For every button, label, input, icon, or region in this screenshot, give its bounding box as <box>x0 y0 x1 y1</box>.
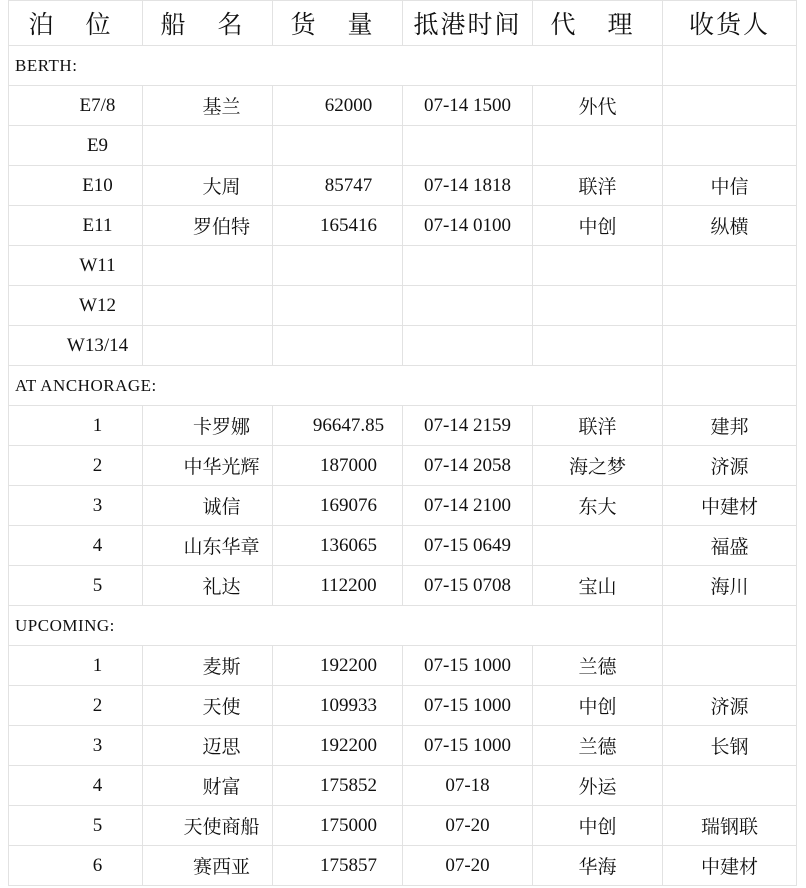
ship-name-cell: 诚信 <box>143 486 273 526</box>
cargo-volume-cell: 175852 <box>273 766 403 806</box>
agent-cell: 联洋 <box>533 166 663 206</box>
arrival-time-cell: 07-14 2100 <box>403 486 533 526</box>
table-row <box>9 446 797 486</box>
ship-name-cell: 迈思 <box>143 726 273 766</box>
receiver-cell: 海川 <box>663 566 797 606</box>
ship-name-cell: 罗伯特 <box>143 206 273 246</box>
arrival-time-cell <box>403 126 533 166</box>
ship-name-cell: 礼达 <box>143 566 273 606</box>
arrival-time-cell: 07-15 0649 <box>403 526 533 566</box>
agent-cell <box>533 126 663 166</box>
cargo-volume-cell <box>273 326 403 366</box>
table-row <box>9 326 797 366</box>
table-row <box>9 526 797 566</box>
cargo-volume-cell: 192200 <box>273 646 403 686</box>
receiver-cell <box>663 286 797 326</box>
cargo-volume-cell: 175000 <box>273 806 403 846</box>
berth-cell: 4 <box>9 766 143 806</box>
arrival-time-cell <box>403 326 533 366</box>
berth-cell: W12 <box>9 286 143 326</box>
arrival-time-cell: 07-15 1000 <box>403 646 533 686</box>
section-title: AT ANCHORAGE: <box>9 366 663 406</box>
arrival-time-cell: 07-14 2058 <box>403 446 533 486</box>
agent-cell: 宝山 <box>533 566 663 606</box>
cargo-volume-cell: 85747 <box>273 166 403 206</box>
cargo-volume-cell <box>273 126 403 166</box>
table-row <box>9 686 797 726</box>
ship-name-cell <box>143 246 273 286</box>
agent-cell: 中创 <box>533 206 663 246</box>
ship-name-cell: 中华光辉 <box>143 446 273 486</box>
receiver-cell <box>663 246 797 286</box>
receiver-cell <box>663 126 797 166</box>
schedule-body <box>9 46 797 886</box>
berth-cell: 2 <box>9 446 143 486</box>
section-header-row <box>9 606 797 646</box>
ship-name-cell: 赛西亚 <box>143 846 273 886</box>
vessel-schedule-table <box>8 0 797 886</box>
receiver-cell <box>663 646 797 686</box>
table-row <box>9 486 797 526</box>
header-ship-name: 船 名 <box>143 1 273 46</box>
arrival-time-cell: 07-20 <box>403 806 533 846</box>
table-row <box>9 646 797 686</box>
ship-name-cell <box>143 286 273 326</box>
receiver-cell: 福盛 <box>663 526 797 566</box>
agent-cell: 中创 <box>533 806 663 846</box>
table-row <box>9 126 797 166</box>
receiver-cell: 济源 <box>663 446 797 486</box>
agent-cell <box>533 326 663 366</box>
berth-cell: 3 <box>9 726 143 766</box>
arrival-time-cell: 07-15 1000 <box>403 686 533 726</box>
berth-cell: 5 <box>9 566 143 606</box>
cargo-volume-cell <box>273 286 403 326</box>
section-header-row <box>9 366 797 406</box>
cargo-volume-cell: 169076 <box>273 486 403 526</box>
berth-cell: 3 <box>9 486 143 526</box>
berth-cell: E10 <box>9 166 143 206</box>
agent-cell <box>533 286 663 326</box>
header-row <box>9 1 797 46</box>
header-agent: 代 理 <box>533 1 663 46</box>
ship-name-cell: 大周 <box>143 166 273 206</box>
cargo-volume-cell: 136065 <box>273 526 403 566</box>
agent-cell <box>533 246 663 286</box>
cargo-volume-cell: 192200 <box>273 726 403 766</box>
cargo-volume-cell: 175857 <box>273 846 403 886</box>
receiver-cell: 建邦 <box>663 406 797 446</box>
arrival-time-cell: 07-15 1000 <box>403 726 533 766</box>
ship-name-cell: 麦斯 <box>143 646 273 686</box>
berth-cell: E9 <box>9 126 143 166</box>
ship-name-cell: 天使商船 <box>143 806 273 846</box>
cargo-volume-cell: 187000 <box>273 446 403 486</box>
table-row <box>9 206 797 246</box>
cargo-volume-cell: 62000 <box>273 86 403 126</box>
section-title: UPCOMING: <box>9 606 663 646</box>
table-row <box>9 766 797 806</box>
cargo-volume-cell: 165416 <box>273 206 403 246</box>
agent-cell: 华海 <box>533 846 663 886</box>
header-berth: 泊 位 <box>9 1 143 46</box>
receiver-cell: 瑞钢联 <box>663 806 797 846</box>
ship-name-cell <box>143 126 273 166</box>
ship-name-cell: 天使 <box>143 686 273 726</box>
agent-cell: 联洋 <box>533 406 663 446</box>
arrival-time-cell <box>403 246 533 286</box>
arrival-time-cell: 07-14 0100 <box>403 206 533 246</box>
agent-cell <box>533 526 663 566</box>
header-receiver: 收货人 <box>663 1 797 46</box>
cargo-volume-cell: 96647.85 <box>273 406 403 446</box>
section-title: BERTH: <box>9 46 663 86</box>
receiver-cell: 济源 <box>663 686 797 726</box>
berth-cell: 4 <box>9 526 143 566</box>
receiver-cell <box>663 86 797 126</box>
agent-cell: 兰德 <box>533 726 663 766</box>
agent-cell: 海之梦 <box>533 446 663 486</box>
table-row <box>9 166 797 206</box>
arrival-time-cell: 07-14 2159 <box>403 406 533 446</box>
receiver-cell <box>663 766 797 806</box>
receiver-cell: 中建材 <box>663 846 797 886</box>
section-title-blank-cell <box>663 366 797 406</box>
table-row <box>9 566 797 606</box>
arrival-time-cell: 07-20 <box>403 846 533 886</box>
arrival-time-cell: 07-15 0708 <box>403 566 533 606</box>
agent-cell: 兰德 <box>533 646 663 686</box>
receiver-cell: 中信 <box>663 166 797 206</box>
agent-cell: 东大 <box>533 486 663 526</box>
agent-cell: 外运 <box>533 766 663 806</box>
berth-cell: W13/14 <box>9 326 143 366</box>
table-row <box>9 286 797 326</box>
cargo-volume-cell <box>273 246 403 286</box>
ship-name-cell: 财富 <box>143 766 273 806</box>
berth-cell: 6 <box>9 846 143 886</box>
table-row <box>9 806 797 846</box>
cargo-volume-cell: 112200 <box>273 566 403 606</box>
berth-cell: 1 <box>9 646 143 686</box>
agent-cell: 中创 <box>533 686 663 726</box>
table-row <box>9 726 797 766</box>
table-row <box>9 86 797 126</box>
section-title-blank-cell <box>663 46 797 86</box>
receiver-cell: 中建材 <box>663 486 797 526</box>
receiver-cell: 长钢 <box>663 726 797 766</box>
arrival-time-cell: 07-14 1500 <box>403 86 533 126</box>
arrival-time-cell <box>403 286 533 326</box>
section-title-blank-cell <box>663 606 797 646</box>
receiver-cell: 纵横 <box>663 206 797 246</box>
agent-cell: 外代 <box>533 86 663 126</box>
table-row <box>9 406 797 446</box>
ship-name-cell: 卡罗娜 <box>143 406 273 446</box>
berth-cell: E11 <box>9 206 143 246</box>
berth-cell: 2 <box>9 686 143 726</box>
cargo-volume-cell: 109933 <box>273 686 403 726</box>
section-header-row <box>9 46 797 86</box>
ship-name-cell: 基兰 <box>143 86 273 126</box>
ship-name-cell <box>143 326 273 366</box>
berth-cell: W11 <box>9 246 143 286</box>
table-row <box>9 246 797 286</box>
header-arrival-time: 抵港时间 <box>403 1 533 46</box>
ship-name-cell: 山东华章 <box>143 526 273 566</box>
arrival-time-cell: 07-18 <box>403 766 533 806</box>
header-cargo-volume: 货 量 <box>273 1 403 46</box>
berth-cell: 1 <box>9 406 143 446</box>
arrival-time-cell: 07-14 1818 <box>403 166 533 206</box>
berth-cell: 5 <box>9 806 143 846</box>
berth-cell: E7/8 <box>9 86 143 126</box>
table-row <box>9 846 797 886</box>
receiver-cell <box>663 326 797 366</box>
